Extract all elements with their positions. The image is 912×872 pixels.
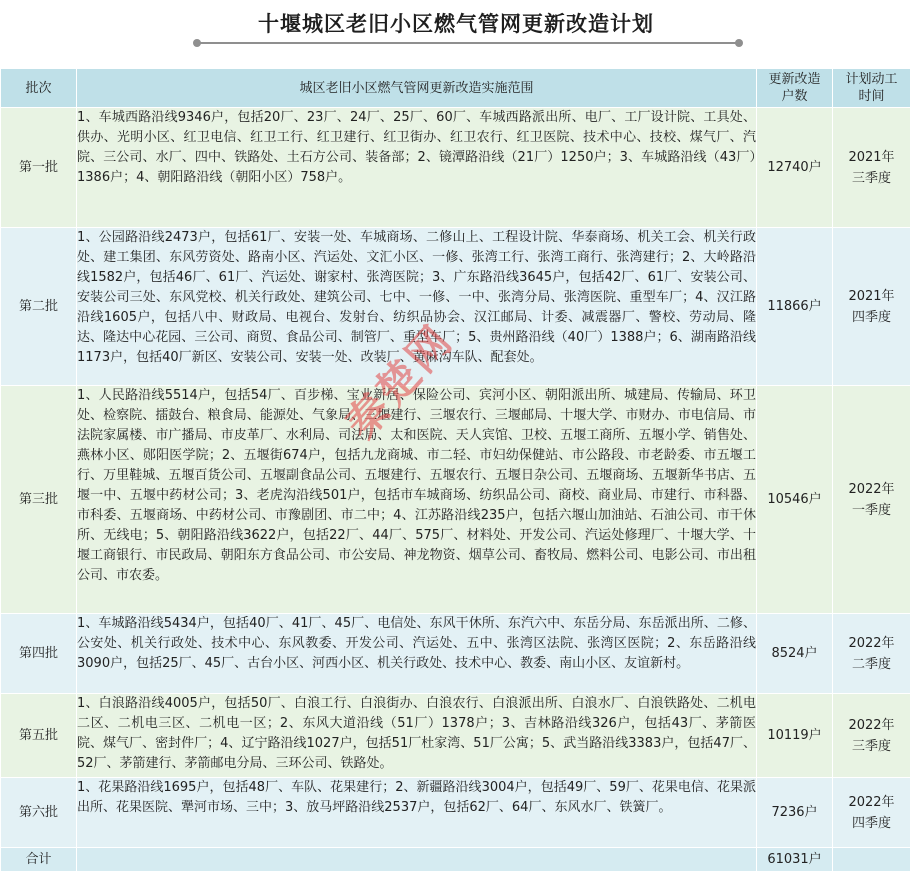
scope-cell: 1、人民路沿线5514户，包括54厂、百步梯、宝业新居、保险公司、宾河小区、朝阳派出所、城建局、传输局、环卫处、检察院、擂鼓台、粮食局、能源处、气象局、三堰建行、三堰农行、三堰邮局、十堰大学、市财办、市电信局、市法院家属楼、市广播局、市皮革厂、水利局、司法局、太和医院、天人宾馆、卫校、五堰工商所、五堰小学、销售处、燕林小区、郧阳医学院；2、五堰街674户，包括九龙商城、市二轻、市妇幼保健站、市公路段、市老龄委、市五堰工行、万里鞋城、五堰百货公司、五堰副食品公司、五堰建行、五堰农行、五堰日杂公司、五堰商场、五堰新华书店、五堰一中、五堰中药材公司；3、老虎沟沿线501户，包括市车城商场、纺织品公司、商校、商业局、市建行、市科器、市科委、五堰商场、中药材公司、市豫剧团、市二中；4、江苏路沿线235户，包括六堰山加油站、石油公司、市干休所、无线电；5、朝阳路沿线3622户，包括22厂、44厂、575厂、材料处、开发公司、汽运处修理厂、十堰大学、十堰工商银行、市民政局、朝阳东方食品公司、市公安局、神龙物资、烟草公司、畜牧局、燃料公司、电影公司、市出租公司、市农委。 [77,386,757,614]
renovation-plan-table [0,68,911,872]
table-row-batch-2 [1,228,911,386]
table-row-batch-1 [1,108,911,228]
header-schedule [833,69,911,108]
header-households-line2: 户数 [781,89,808,104]
table-header-row [1,69,911,108]
schedule-year: 2021年 [848,288,895,304]
title-divider [198,42,738,44]
households-cell: 7236户 [757,778,833,848]
households-cell: 10546户 [757,386,833,614]
batch-cell: 第一批 [1,108,77,228]
households-cell: 11866户 [757,228,833,386]
header-scope: 城区老旧小区燃气管网更新改造实施范围 [77,69,757,108]
table-row-batch-4 [1,614,911,694]
batch-cell: 第六批 [1,778,77,848]
schedule-quarter: 四季度 [851,815,891,831]
scope-cell: 1、车城路沿线5434户，包括40厂、41厂、45厂、电信处、东风干休所、东汽六中、东岳分局、东岳派出所、二修、公安处、机关行政处、技术中心、东风教委、开发公司、汽运处、五中、张湾区法院、张湾区医院；2、东岳路沿线3090户，包括25厂、45厂、古台小区、河西小区、机关行政处、技术中心、教委、南山小区、友谊新村。 [77,614,757,694]
households-cell: 8524户 [757,614,833,694]
header-households [757,69,833,108]
batch-cell: 第四批 [1,614,77,694]
schedule-cell [833,778,911,848]
schedule-year: 2022年 [848,794,895,810]
table-row-batch-3 [1,386,911,614]
households-cell: 10119户 [757,694,833,778]
total-label: 合计 [1,848,77,872]
batch-cell: 第五批 [1,694,77,778]
schedule-cell [833,614,911,694]
header-schedule-line1: 计划动工 [845,72,898,87]
total-schedule-empty [833,848,911,872]
schedule-year: 2022年 [848,481,895,497]
schedule-quarter: 四季度 [851,309,891,325]
schedule-cell [833,228,911,386]
batch-cell: 第三批 [1,386,77,614]
schedule-quarter: 三季度 [851,738,891,754]
table-row-batch-5 [1,694,911,778]
header-households-line1: 更新改造 [768,72,821,87]
schedule-quarter: 一季度 [851,502,891,518]
scope-cell: 1、公园路沿线2473户，包括61厂、安装一处、车城商场、二修山上、工程设计院、华泰商场、机关工会、机关行政处、建工集团、东风劳资处、路南小区、汽运处、文汇小区、一修、张湾工行、张湾工商行、张湾建行；2、大岭路沿线1582户，包括46厂、61厂、汽运处、谢家村、张湾医院；3、广东路沿线3645户，包括42厂、61厂、安装公司、安装公司三处、东风党校、机关行政处、建筑公司、七中、一修、一中、张湾分局、张湾医院、重型车厂；4、汉江路沿线1605户，包括八中、财政局、电视台、发射台、纺织品协会、汉江邮局、计委、减震器厂、警校、劳动局、隆达、隆达中心花园、三公司、商贸、食品公司、制管厂、重型车厂；5、贵州路沿线（40厂）1388户；6、湖南路沿线1173户，包括40厂新区、安装公司、安装一处、改装厂、黄麻沟车队、配套处。 [77,228,757,386]
batch-cell: 第二批 [1,228,77,386]
scope-cell: 1、白浪路沿线4005户，包括50厂、白浪工行、白浪街办、白浪农行、白浪派出所、白浪水厂、白浪铁路处、二机电二区、二机电三区、二机电一区；2、东风大道沿线（51厂）1378户；3、吉林路沿线326户，包括43厂、茅箭医院、煤气厂、密封件厂；4、辽宁路沿线1027户，包括51厂杜家湾、51厂公寓；5、武当路沿线3383户，包括47厂、52厂、茅箭建行、茅箭邮电分局、三环公司、铁路处。 [77,694,757,778]
schedule-quarter: 三季度 [851,170,891,186]
page-title: 十堰城区老旧小区燃气管网更新改造计划 [258,12,654,36]
header-schedule-line2: 时间 [858,89,885,104]
watermark: 秦楚网 [335,315,463,449]
table-row-total [1,848,911,872]
schedule-cell [833,386,911,614]
schedule-cell [833,694,911,778]
schedule-cell [833,108,911,228]
schedule-quarter: 二季度 [851,656,891,672]
scope-cell: 1、车城西路沿线9346户，包括20厂、23厂、24厂、25厂、60厂、车城西路派出所、电厂、工厂设计院、工具处、供办、光明小区、红卫电信、红卫工行、红卫建行、红卫街办、红卫农行、红卫医院、技术中心、技校、煤气厂、汽院、三公司、水厂、四中、铁路处、土石方公司、装备部；2、镜潭路沿线（21厂）1250户；3、车城路沿线（43厂）1386户；4、朝阳路沿线（朝阳小区）758户。 [77,108,757,228]
total-scope-empty [77,848,757,872]
schedule-year: 2022年 [848,635,895,651]
header-batch: 批次 [1,69,77,108]
schedule-year: 2021年 [848,149,895,165]
schedule-year: 2022年 [848,717,895,733]
table-row-batch-6 [1,778,911,848]
households-cell: 12740户 [757,108,833,228]
total-households: 61031户 [757,848,833,872]
scope-cell: 1、花果路沿线1695户，包括48厂、车队、花果建行；2、新疆路沿线3004户，包括49厂、59厂、花果电信、花果派出所、花果医院、犟河市场、三中；3、放马坪路沿线2537户，包括62厂、64厂、东风水厂、铁簧厂。 [77,778,757,848]
